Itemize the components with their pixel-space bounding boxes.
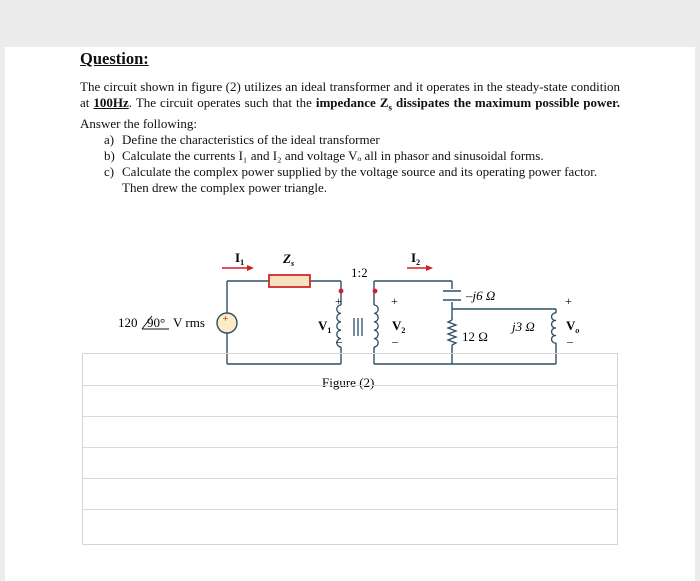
source-unit: V rms — [173, 315, 205, 330]
label-ratio: 1:2 — [351, 265, 368, 280]
list-item: a) Define the characteristics of the ideal transformer — [104, 132, 380, 147]
label-i2: $I_2$ — [411, 250, 421, 267]
answer-line — [83, 509, 617, 510]
label-resistor: 12 Ω — [462, 329, 488, 344]
transformer-secondary-coil — [374, 305, 378, 347]
impedance-zs — [269, 275, 310, 287]
polarity-dot — [373, 289, 378, 294]
emphasis: impedance $Z_s$ dissipates the maximum possible power. — [315, 95, 620, 113]
list-item: b) Calculate the currents I₁ and I₂ and voltage Vₒ all in phasor and sinusoidal forms. — [104, 148, 544, 163]
figure-caption: Figure (2) — [322, 375, 375, 390]
v2-plus: + — [391, 294, 398, 308]
frequency: 100Hz — [93, 95, 129, 110]
answer-line — [83, 447, 617, 448]
answer-line — [83, 385, 617, 386]
list-item: Then drew the complex power triangle. — [122, 180, 328, 195]
vo-minus: – — [567, 334, 573, 348]
label-inductor: j3 Ω — [512, 319, 535, 334]
label-i1: $I_1$ — [235, 250, 245, 267]
answer-box[interactable] — [82, 353, 618, 545]
question-intro: The circuit shown in figure (2) utilizes an ideal transformer and it operates in the steady-state condition at 100Hz. The circuit operates such that the impedance $Z_s$ dissipates the maximum possible power. Answer the following: — [80, 79, 620, 131]
v2-minus: – — [392, 334, 398, 348]
resistor-12-ohm — [448, 320, 456, 345]
label-v2: $V_2$ — [392, 318, 406, 335]
question-title: Question: — [80, 49, 149, 68]
v1-plus: + — [335, 294, 342, 308]
polarity-dot — [339, 289, 344, 294]
source-plus: + — [222, 314, 229, 325]
vo-plus: + — [565, 294, 572, 308]
current-arrow-i1-head — [247, 265, 254, 271]
list-item: c) Calculate the complex power supplied by the voltage source and its operating power factor. — [104, 164, 598, 179]
label-zs: $Z_s$ — [283, 251, 295, 268]
source-angle: 90° — [147, 315, 166, 330]
answer-line — [83, 416, 617, 417]
source-label: 120 — [118, 315, 138, 330]
answer-line — [83, 478, 617, 479]
current-arrow-i2-head — [426, 265, 433, 271]
label-vo: $V_o$ — [566, 318, 580, 335]
label-v1: $V_1$ — [318, 318, 332, 335]
v1-minus: – — [336, 334, 342, 348]
inductor-j3-ohm — [552, 313, 556, 343]
label-capacitor: –j6 Ω — [466, 288, 496, 303]
